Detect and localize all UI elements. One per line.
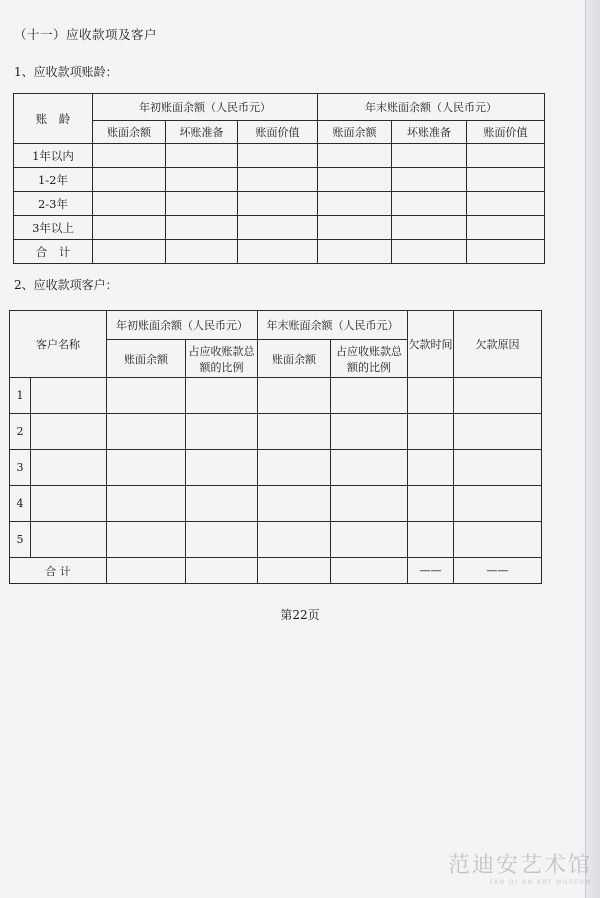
table-row — [14, 144, 545, 168]
table-cell[interactable] — [166, 216, 238, 240]
table-cell[interactable] — [31, 414, 107, 450]
table-cell[interactable] — [186, 558, 258, 584]
table-cell[interactable] — [331, 558, 408, 584]
table-cell[interactable] — [93, 240, 166, 264]
table-cell[interactable] — [331, 522, 408, 558]
table-cell[interactable] — [166, 144, 238, 168]
table-row — [14, 216, 545, 240]
table-cell[interactable] — [392, 240, 467, 264]
column-header: 账面价值 — [467, 121, 545, 144]
table-cell[interactable] — [107, 450, 186, 486]
page-edge — [585, 0, 600, 898]
table-cell[interactable] — [107, 558, 186, 584]
table-cell[interactable] — [318, 168, 392, 192]
table-row — [10, 486, 542, 522]
table-cell[interactable] — [238, 192, 318, 216]
table-cell[interactable] — [454, 414, 542, 450]
section-title: （十一）应收款项及客户 — [14, 27, 158, 42]
table-cell[interactable] — [166, 168, 238, 192]
table-cell[interactable] — [166, 240, 238, 264]
table-cell[interactable] — [318, 144, 392, 168]
table-cell[interactable] — [331, 378, 408, 414]
table-cell[interactable] — [186, 450, 258, 486]
table-cell[interactable] — [238, 216, 318, 240]
table-cell[interactable] — [318, 240, 392, 264]
row-number: 1 — [10, 378, 31, 414]
table-cell[interactable] — [467, 192, 545, 216]
table-row — [10, 378, 542, 414]
total-label: 合 计 — [10, 558, 107, 584]
table-cell[interactable] — [238, 168, 318, 192]
overdue-reason-header: 欠款原因 — [454, 311, 542, 378]
aging-table — [13, 93, 545, 264]
table-cell[interactable] — [93, 192, 166, 216]
dash-cell: —— — [454, 558, 542, 584]
table-cell[interactable] — [186, 486, 258, 522]
table-cell[interactable] — [454, 522, 542, 558]
table-row — [14, 240, 545, 264]
opening-balance-header: 年初账面余额（人民币元） — [93, 94, 318, 121]
table-cell[interactable] — [258, 486, 331, 522]
table-cell[interactable] — [454, 486, 542, 522]
row-number: 2 — [10, 414, 31, 450]
table-cell[interactable] — [392, 144, 467, 168]
table-row — [14, 168, 545, 192]
row-number: 3 — [10, 450, 31, 486]
table-cell[interactable] — [408, 414, 454, 450]
customer-name-header: 客户名称 — [10, 311, 107, 378]
row-label: 合 计 — [14, 240, 93, 264]
museum-watermark-logo — [442, 848, 592, 890]
table-cell[interactable] — [107, 378, 186, 414]
table-cell[interactable] — [31, 486, 107, 522]
table-cell[interactable] — [408, 450, 454, 486]
column-header: 账面余额 — [318, 121, 392, 144]
aging-header: 账 龄 — [14, 94, 93, 144]
row-number: 5 — [10, 522, 31, 558]
table-cell[interactable] — [107, 522, 186, 558]
table-cell[interactable] — [238, 144, 318, 168]
table-cell[interactable] — [258, 378, 331, 414]
table-cell[interactable] — [93, 168, 166, 192]
row-label: 1年以内 — [14, 144, 93, 168]
table-cell[interactable] — [186, 378, 258, 414]
watermark-cn: 范迪安艺术馆 — [447, 853, 592, 878]
table-cell[interactable] — [107, 414, 186, 450]
table-cell[interactable] — [258, 522, 331, 558]
table-cell[interactable] — [318, 192, 392, 216]
table-cell[interactable] — [467, 216, 545, 240]
column-header: 占应收账款总额的比例 — [186, 340, 258, 378]
table-row — [10, 450, 542, 486]
table-row — [10, 414, 542, 450]
table-cell[interactable] — [186, 522, 258, 558]
watermark-en: FAN DI AN ART MUSEUM — [489, 879, 592, 886]
table-cell[interactable] — [454, 450, 542, 486]
table-cell[interactable] — [318, 216, 392, 240]
opening-balance-header: 年初账面余额（人民币元） — [107, 311, 258, 340]
row-number: 4 — [10, 486, 31, 522]
row-label: 2-3年 — [14, 192, 93, 216]
column-header: 坏账准备 — [166, 121, 238, 144]
table-cell[interactable] — [258, 450, 331, 486]
table-cell[interactable] — [31, 450, 107, 486]
table-cell[interactable] — [467, 168, 545, 192]
table-cell[interactable] — [331, 414, 408, 450]
customer-table — [9, 310, 542, 584]
table-cell[interactable] — [392, 168, 467, 192]
table-cell[interactable] — [258, 558, 331, 584]
table-cell[interactable] — [31, 378, 107, 414]
total-row — [10, 558, 542, 584]
table-cell[interactable] — [93, 216, 166, 240]
subheading-customers: 2、应收款项客户： — [14, 278, 118, 292]
column-header: 账面余额 — [93, 121, 166, 144]
table-cell[interactable] — [392, 192, 467, 216]
table-cell[interactable] — [454, 378, 542, 414]
table-cell[interactable] — [107, 486, 186, 522]
table-cell[interactable] — [93, 144, 166, 168]
table-cell[interactable] — [408, 378, 454, 414]
table-cell[interactable] — [238, 240, 318, 264]
column-header: 坏账准备 — [392, 121, 467, 144]
table-cell[interactable] — [331, 450, 408, 486]
row-label: 1-2年 — [14, 168, 93, 192]
table-row — [14, 192, 545, 216]
subheading-aging: 1、应收款项账龄： — [14, 65, 118, 79]
table-cell[interactable] — [467, 144, 545, 168]
column-header: 账面价值 — [238, 121, 318, 144]
row-label: 3年以上 — [14, 216, 93, 240]
table-cell[interactable] — [166, 192, 238, 216]
column-header: 账面余额 — [107, 340, 186, 378]
table-cell[interactable] — [408, 522, 454, 558]
table-cell[interactable] — [408, 486, 454, 522]
page-number: 第22页 — [280, 608, 320, 622]
dash-cell: —— — [408, 558, 454, 584]
closing-balance-header: 年末账面余额（人民币元） — [318, 94, 545, 121]
table-cell[interactable] — [331, 486, 408, 522]
table-cell[interactable] — [392, 216, 467, 240]
table-cell[interactable] — [258, 414, 331, 450]
column-header: 占应收账款总额的比例 — [331, 340, 408, 378]
table-cell[interactable] — [467, 240, 545, 264]
table-cell[interactable] — [31, 522, 107, 558]
closing-balance-header: 年末账面余额（人民币元） — [258, 311, 408, 340]
table-cell[interactable] — [186, 414, 258, 450]
table-row — [10, 522, 542, 558]
column-header: 账面余额 — [258, 340, 331, 378]
overdue-time-header: 欠款时间 — [408, 311, 454, 378]
